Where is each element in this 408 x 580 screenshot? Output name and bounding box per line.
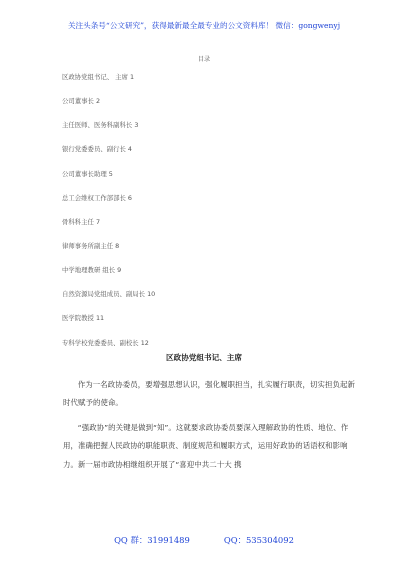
contact-footer [0, 534, 408, 546]
section-heading: 区政协党组书记、主席 [166, 353, 242, 362]
toc-entry[interactable]: 中学地理教研 组长 9 [62, 266, 122, 275]
promo-banner: 关注头条号“公文研究”，获得最新最全最专业的公文资料库！ 微信：gongwenyj [67, 21, 341, 30]
toc-entry[interactable]: 律师事务所副主任 8 [62, 241, 120, 250]
toc-entry[interactable]: 区政协党组书记、 主席 1 [62, 73, 135, 81]
toc-entry[interactable]: 总工会维权工作部部长 6 [62, 193, 133, 202]
toc-entry[interactable]: 医学院教授 11 [62, 314, 105, 323]
body-text [63, 376, 355, 480]
toc-entry[interactable]: 公司董事长助理 5 [62, 169, 113, 178]
table-of-contents [62, 70, 362, 360]
toc-entry[interactable]: 自然资源局党组成员、副局长 10 [62, 290, 156, 299]
toc-entry[interactable]: 公司董事长 2 [62, 97, 101, 106]
toc-title: 目录 [197, 56, 211, 63]
body-paragraph: “强政协”的关键是做到“知”。这就要求政协委员要深入理解政协的性质、地位、作用，准确把握人民政协的职能职责、制度规范和履职方式，运用好政协的话语权和影响力。新一届市政协相继组织开展了“喜迎中共二十大 携 [63, 422, 349, 469]
toc-entry[interactable]: 银行党委委员、副行长 4 [62, 145, 133, 154]
toc-entry[interactable]: 骨科科主任 7 [62, 217, 101, 226]
toc-entry[interactable]: 专科学校党委委员、副校长 12 [62, 338, 149, 347]
qq-number-text: QQ：535304092 [223, 535, 294, 545]
toc-entry[interactable]: 主任医师、医务科副科长 3 [62, 121, 139, 130]
body-paragraph: 作为一名政协委员，要增强思想认识，强化履职担当，扎实履行职责，切实担负起新时代赋予的使命。 [63, 380, 355, 408]
qq-group-text: QQ 群：31991489 [114, 535, 190, 545]
